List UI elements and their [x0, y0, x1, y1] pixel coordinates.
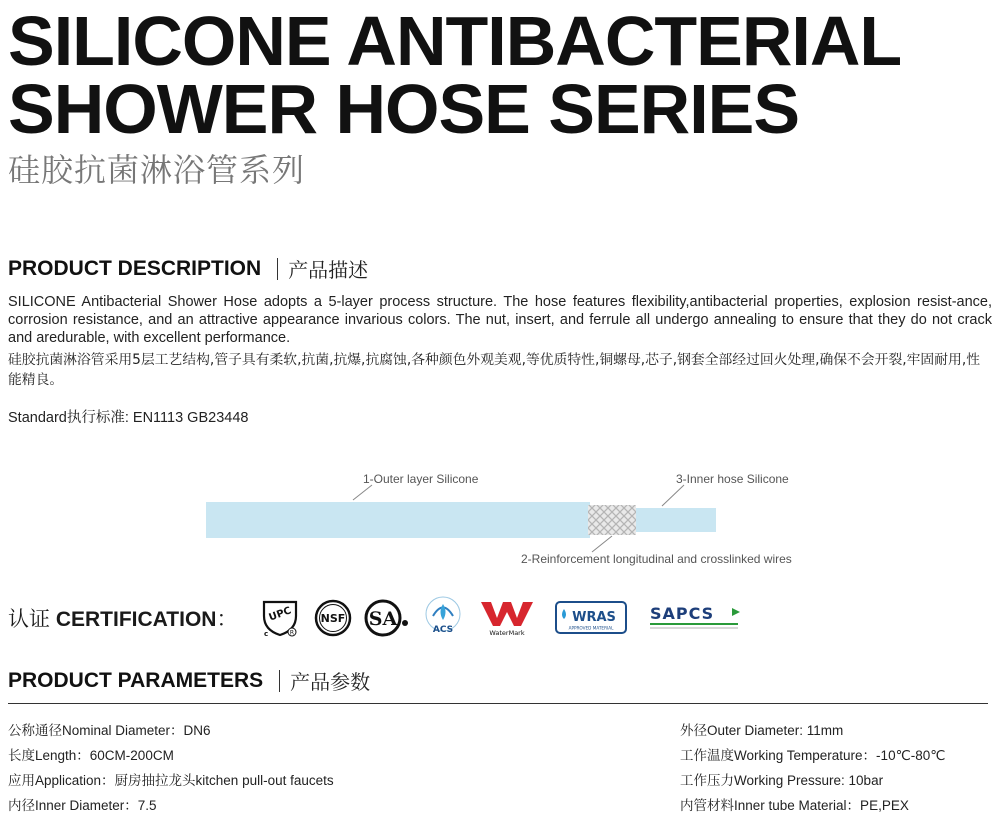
title-chinese: 硅胶抗菌淋浴管系列	[8, 151, 306, 189]
description-heading-cn: 产品描述	[288, 258, 369, 282]
svg-text:WaterMark: WaterMark	[489, 629, 525, 637]
leader-reinforcement	[592, 536, 612, 552]
svg-text:WRAS: WRAS	[572, 610, 616, 625]
leader-outer	[353, 485, 372, 500]
certification-label	[8, 603, 237, 633]
parameters-divider	[8, 703, 988, 704]
param-inner-tube-material: 内管材料Inner tube Material：PE,PEX	[680, 798, 909, 813]
upc-logo-icon	[260, 598, 300, 638]
certification-row	[8, 598, 237, 638]
label-outer-layer: 1-Outer layer Silicone	[363, 472, 479, 486]
svg-text:R: R	[289, 629, 295, 637]
description-text-en: SILICONE Antibacterial Shower Hose adopts a 5-layer process structure. The hose features flexibility,antibacterial properties, explosion resist-ance, corrosion resistance, and an attractive appearance invarious colors. The nut, insert, and ferrule all undergo annealing to ensure that they do not crack and aredurable, with excellent performance.	[8, 294, 992, 346]
description-heading	[8, 254, 368, 283]
description-heading-en: PRODUCT DESCRIPTION	[8, 256, 262, 280]
parameters-heading-cn: 产品参数	[290, 670, 371, 694]
svg-text:NSF: NSF	[320, 612, 346, 625]
label-inner-hose: 3-Inner hose Silicone	[676, 472, 789, 486]
svg-text:ACS: ACS	[432, 625, 454, 635]
param-outer-diameter: 外径Outer Diameter: 11mm	[680, 723, 844, 738]
acs-logo-icon	[423, 594, 463, 638]
certification-label-en: CERTIFICATION	[55, 608, 217, 631]
nsf-logo-icon	[313, 598, 353, 638]
svg-text:APPROVED MATERIAL: APPROVED MATERIAL	[568, 625, 614, 631]
watermark-logo-icon	[478, 598, 536, 638]
parameters-right-column	[680, 718, 945, 818]
certification-colon: ：	[216, 607, 238, 631]
reinforcement-segment	[588, 505, 636, 535]
description-text-cn: 硅胶抗菌淋浴管采用5层工艺结构,管子具有柔软,抗菌,抗爆,抗腐蚀,各种颜色外观美观,等优质特性,铜螺母,芯子,钢套全部经过回火处理,确保不会开裂,牢固耐用,性能精良。	[8, 352, 980, 388]
parameters-heading-en: PRODUCT PARAMETERS	[8, 668, 264, 692]
param-working-temperature: 工作温度Working Temperature：-10℃-80℃	[680, 748, 946, 763]
svg-text:c: c	[264, 630, 269, 638]
hose-diagram	[200, 460, 800, 580]
outer-layer-segment	[206, 502, 590, 538]
wras-logo-icon	[555, 601, 627, 634]
param-inner-diameter: 内径Inner Diameter：7.5	[8, 798, 157, 813]
svg-text:SAPCS: SAPCS	[650, 604, 715, 623]
heading-separator	[277, 258, 278, 280]
title-line-1: SILICONE ANTIBACTERIAL	[8, 2, 902, 80]
param-length: 长度Length：60CM-200CM	[8, 748, 174, 763]
heading-separator	[279, 670, 280, 692]
certification-label-cn: 认证	[8, 607, 50, 631]
param-application: 应用Application：厨房抽拉龙头kitchen pull-out faucets	[8, 773, 334, 788]
svg-text:UPC: UPC	[267, 605, 293, 624]
standard-text: Standard执行标准: EN1113 GB23448	[8, 410, 249, 426]
label-reinforcement: 2-Reinforcement longitudinal and crosslinked wires	[521, 552, 792, 566]
param-working-pressure: 工作压力Working Pressure: 10bar	[680, 773, 884, 788]
param-nominal-diameter: 公称通径Nominal Diameter：DN6	[8, 723, 211, 738]
parameters-left-column	[8, 718, 334, 818]
inner-hose-segment	[636, 508, 716, 532]
title-line-2: SHOWER HOSE SERIES	[8, 70, 800, 148]
svg-text:SA: SA	[368, 608, 398, 630]
parameters-heading	[8, 666, 370, 695]
csa-logo-icon	[364, 597, 410, 639]
leader-inner	[662, 485, 684, 506]
sapcs-logo-icon	[648, 602, 746, 632]
